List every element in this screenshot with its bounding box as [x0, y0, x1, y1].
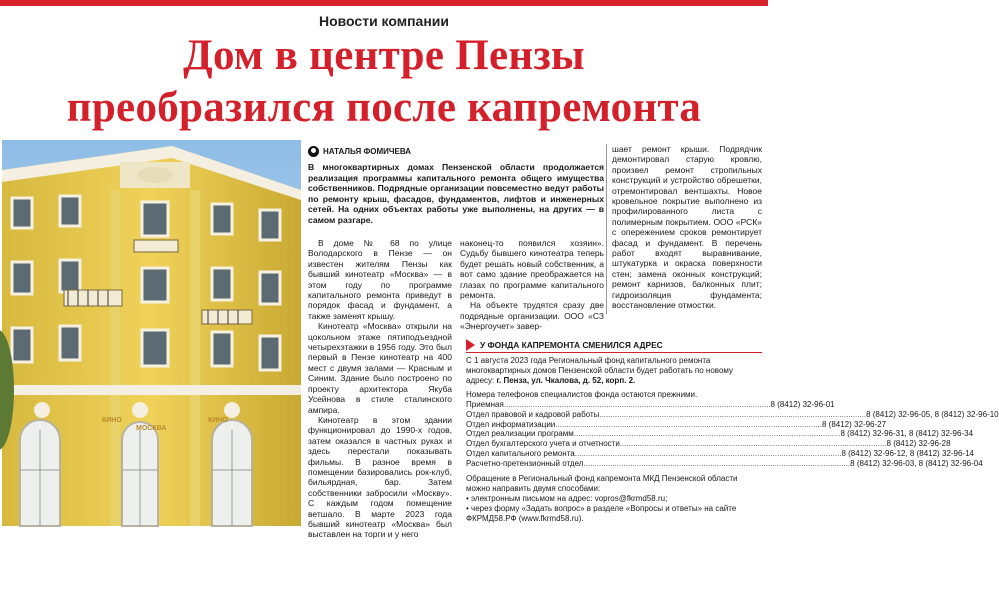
notice-intro-text: С 1 августа 2023 года Региональный фонд капитального ремонта многоквартирных домов Пензенской области будет работать по новому адресу: [466, 356, 733, 385]
contact-email[interactable]: • электронным письмом на адрес: vopros@fkrmd58.ru; [466, 494, 668, 503]
sign-moskva: МОСКВА [136, 425, 167, 432]
phone-dept: Отдел бухгалтерского учета и отчетности [466, 439, 620, 449]
contact-info [466, 474, 762, 524]
phone-row [466, 419, 887, 430]
phones-title: Номера телефонов специалистов фонда остаются прежними. [466, 390, 698, 399]
phone-number: 8 (8412) 32-96-31, 8 (8412) 32-96-34 [840, 429, 974, 439]
paragraph: На объекте трудятся сразу две подрядные организации. ООО «СЗ «Энергоучет» завер- [460, 300, 604, 332]
phone-row [466, 409, 999, 420]
notice-divider [466, 352, 762, 353]
notice-heading [466, 338, 663, 352]
phone-dept: Отдел информатизации [466, 419, 556, 429]
headline-line-2: преобразился после капремонта [66, 84, 702, 131]
phone-number: 8 (8412) 32-96-01 [770, 400, 835, 409]
article-column-1 [308, 238, 452, 540]
paragraph: В доме № 68 по улице Володарского в Пензе — он известен жителям Пензы как бывший кинотеатр «Москва» — в этом году по программе капитального ремонта приведут в порядок фасад и фундамент, а также заменят крышу. [308, 238, 452, 321]
photo-credit: Фото В. Пискунова [5, 557, 11, 610]
contact-intro: Обращение в Региональный фонд капремонта МКД Пензенской области можно направить двумя способами: [466, 474, 738, 493]
column-divider [606, 144, 607, 314]
paragraph: шает ремонт крыши. Подрядчик демонтировал старую кровлю, произвел ремонт стропильных конструкций и устройство обрешетки, отремонтировал вентшахты. Новое кровельное покрытие выполнено из профилированного листа с полимерным покрытием. ООО «РСК» с опережением сроков ремонтирует фасад и фундамент. В перечень работ входят выравнивание, штукатурка и окраска поверхности стен; замена оконных конструкций; ремонт карнизов, балконных плит; гидроизоляция фундамента; восстановление отмостки. [612, 144, 762, 311]
phone-number: 8 (8412) 32-96-03, 8 (8412) 32-96-04 [850, 458, 983, 468]
building-illustration [2, 140, 301, 526]
author-byline [308, 145, 411, 157]
top-red-bar [0, 0, 768, 6]
author-icon [308, 146, 319, 157]
phone-dept: Расчетно-претензионный отдел [466, 458, 584, 468]
paragraph: наконец-то появился хозяин». Судьбу бывшего кинотеатра теперь будет решать новый собственник, а вот само здание преображается на глазах по программе капитального ремонта. [460, 238, 604, 301]
article-column-2 [460, 238, 604, 332]
phone-dept: Отдел реализации программ [466, 429, 574, 439]
phone-row [466, 458, 983, 469]
sign-kino-right: КИНО [208, 417, 228, 424]
section-label: Новости компании [318, 13, 450, 29]
building-photo [2, 140, 301, 610]
phone-row [466, 400, 835, 410]
phone-number: 8 (8412) 32-96-27 [822, 419, 887, 429]
phone-number: 8 (8412) 32-96-05, 8 (8412) 32-96-10 [866, 409, 999, 419]
phone-row [466, 439, 951, 449]
notice-address: г. Пенза, ул. Чкалова, д. 52, корп. 2. [496, 376, 636, 385]
contact-form[interactable]: • через форму «Задать вопрос» в разделе «Вопросы и ответы» на сайте ФКРМД58.РФ (www.fkrmd58.ru). [466, 504, 737, 523]
paragraph: Кинотеатр «Москва» открыли на цокольном этаже пятиподъездной четырехэтажки в 1956 году. Это был первый в Пензе кинотеатр на 400 мест с двумя залами — Красным и Синим. Здание было построено по проекту архитектора Якуба Усейнова в стиле сталинского ампира. [308, 321, 452, 415]
phone-number: 8 (8412) 32-96-12, 8 (8412) 32-96-14 [841, 448, 974, 458]
phone-dept: Отдел капитального ремонта [466, 448, 575, 458]
phone-row [466, 448, 974, 459]
arrow-right-icon [466, 339, 475, 351]
phone-row [466, 429, 974, 439]
phone-dept: Отдел правовой и кадровой работы [466, 409, 600, 419]
author-name: НАТАЛЬЯ ФОМИЧЕВА [323, 146, 412, 156]
phone-list [466, 400, 999, 469]
article-lead: В многоквартирных домах Пензенской области продолжается реализация программы капитального ремонта общего имущества собственников. Подрядные организации повсеместно ведут работы по ремонту крыш, фасадов, фундаментов, лифтов и инженерных сетей. На одних объектах работы уже выполнены, на других — в самом разгаре. [308, 162, 604, 225]
phone-number: 8 (8412) 32-96-28 [886, 439, 951, 449]
paragraph: Кинотеатр в этом здании функционировал до 1990-х годов, затем оказался в частных руках и здесь перестали показывать фильмы. В разное время в помещении базировались рок-клуб, бильярдная, бар. Затем собственники забросили «Москву». С каждым годом помещение ветшало. В марте 2023 года бывший кинотеатр «Москва» был выставлен на торги и у него [308, 414, 452, 540]
phone-dept: Приемная [466, 400, 504, 409]
notice-title: У ФОНДА КАПРЕМОНТА СМЕНИЛСЯ АДРЕС [480, 340, 663, 350]
article-column-3 [612, 144, 762, 311]
headline-line-1: Дом в центре Пензы [183, 32, 585, 79]
sign-kino-left: КИНО [102, 417, 122, 424]
notice-intro [466, 356, 762, 386]
